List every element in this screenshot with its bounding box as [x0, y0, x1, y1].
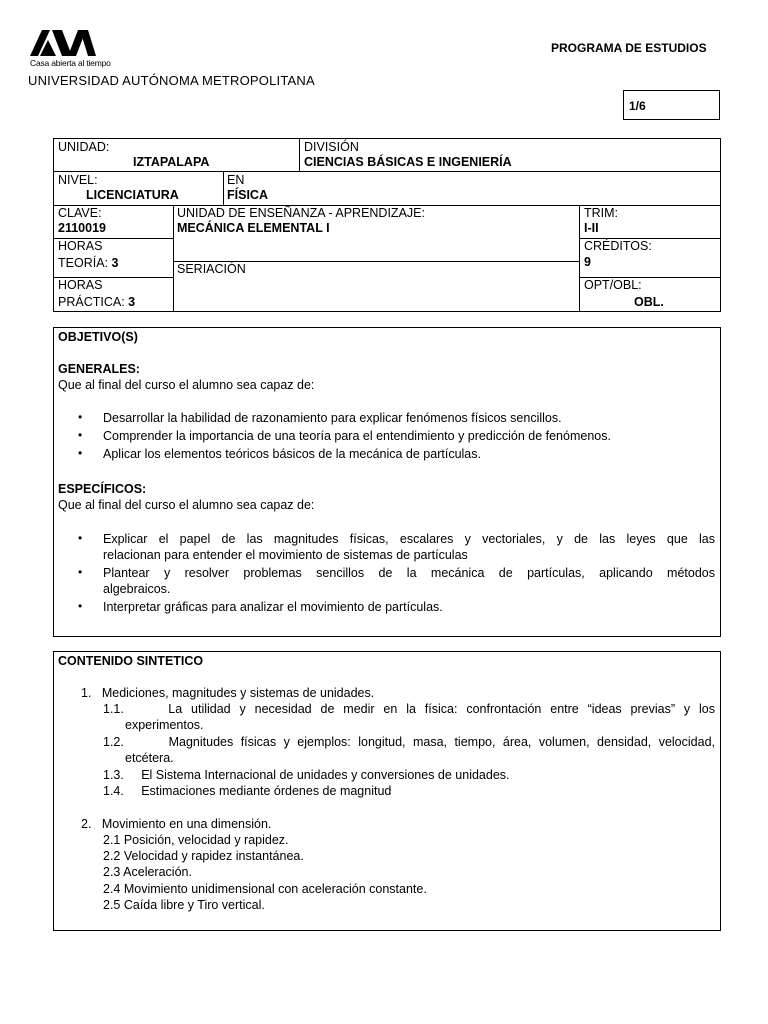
topic-2-item: 2.1 Posición, velocidad y rapidez. — [103, 833, 289, 847]
bullet-icon: • — [78, 428, 83, 442]
practica-label: PRÁCTICA: — [58, 295, 129, 309]
especificos-intro: Que al final del curso el alumno sea capaz de: — [58, 498, 315, 512]
clave-value: 2110019 — [58, 221, 106, 235]
especificos-item-cont: algebraicos. — [103, 582, 171, 596]
program-title: PROGRAMA DE ESTUDIOS — [551, 41, 707, 55]
creditos-label: CRÉDITOS: — [584, 239, 652, 253]
topic-1-3: 1.3. El Sistema Internacional de unidades y conversiones de unidades. — [103, 768, 510, 782]
teoria-value: 3 — [111, 256, 119, 270]
university-name: UNIVERSIDAD AUTÓNOMA METROPOLITANA — [28, 73, 315, 88]
especificos-title: ESPECÍFICOS: — [58, 482, 147, 496]
topic-1-1: 1.1. La utilidad y necesidad de medir en la física: confrontación entre “ideas previas” y los — [103, 702, 715, 716]
topic-1-2: 1.2. Magnitudes físicas y ejemplos: longitud, masa, tiempo, área, volumen, densidad, velocidad, — [103, 735, 715, 749]
uam-logo-icon — [28, 28, 98, 58]
en-value: FÍSICA — [227, 188, 268, 202]
teoria-label: TEORÍA: — [58, 256, 112, 270]
especificos-item: Plantear y resolver problemas sencillos de la mecánica de partículas, aplicando métodos — [103, 566, 715, 580]
horas-practica-label: HORAS — [58, 278, 103, 292]
course-info-table — [53, 138, 721, 312]
topic-1-1-cont: experimentos. — [125, 718, 204, 732]
objetivos-section — [53, 327, 721, 637]
topic-2-item: 2.3 Aceleración. — [103, 865, 192, 879]
trim-value: I-II — [584, 221, 599, 235]
bullet-icon: • — [78, 531, 83, 545]
division-label: DIVISIÓN — [304, 140, 359, 154]
trim-label: TRIM: — [584, 206, 619, 220]
bullet-icon: • — [78, 410, 83, 424]
uea-value: MECÁNICA ELEMENTAL I — [177, 221, 330, 235]
en-label: EN — [227, 173, 245, 187]
topic-1: 1. Mediciones, magnitudes y sistemas de unidades. — [81, 686, 375, 700]
bullet-icon: • — [78, 565, 83, 579]
clave-label: CLAVE: — [58, 206, 102, 220]
division-value: CIENCIAS BÁSICAS E INGENIERÍA — [304, 155, 512, 169]
topic-2-item: 2.5 Caída libre y Tiro vertical. — [103, 898, 265, 912]
contenido-title: CONTENIDO SINTETICO — [58, 654, 204, 668]
objetivos-title: OBJETIVO(S) — [58, 330, 138, 344]
topic-2-item: 2.4 Movimiento unidimensional con aceleración constante. — [103, 882, 427, 896]
topic-1-4: 1.4. Estimaciones mediante órdenes de magnitud — [103, 784, 392, 798]
topic-2-item: 2.2 Velocidad y rapidez instantánea. — [103, 849, 304, 863]
especificos-item: Interpretar gráficas para analizar el movimiento de partículas. — [103, 600, 443, 614]
especificos-item: Explicar el papel de las magnitudes físicas, escalares y vectoriales, y de las leyes que las — [103, 532, 715, 546]
creditos-value: 9 — [584, 255, 591, 269]
page-number: 1/6 — [629, 99, 646, 113]
unidad-label: UNIDAD: — [58, 140, 110, 154]
nivel-value: LICENCIATURA — [86, 188, 179, 202]
contenido-section — [53, 651, 721, 931]
nivel-label: NIVEL: — [58, 173, 98, 187]
topic-2: 2. Movimiento en una dimensión. — [81, 817, 272, 831]
page-number-box — [623, 90, 720, 120]
opt-label: OPT/OBL: — [584, 278, 642, 292]
bullet-icon: • — [78, 599, 83, 613]
horas-label: HORAS — [58, 239, 103, 253]
unidad-value: IZTAPALAPA — [133, 155, 210, 169]
logo-tagline: Casa abierta al tiempo — [30, 58, 111, 68]
especificos-item-cont: relacionan para entender el movimiento de sistemas de partículas — [103, 548, 468, 562]
generales-item: Desarrollar la habilidad de razonamiento para explicar fenómenos físicos sencillos. — [103, 411, 562, 425]
uea-label: UNIDAD DE ENSEÑANZA - APRENDIZAJE: — [177, 206, 425, 220]
generales-item: Aplicar los elementos teóricos básicos de la mecánica de partículas. — [103, 447, 481, 461]
generales-title: GENERALES: — [58, 362, 140, 376]
practica-line — [58, 295, 135, 310]
teoria-line — [58, 256, 118, 271]
bullet-icon: • — [78, 446, 83, 460]
generales-item: Comprender la importancia de una teoría para el entendimiento y predicción de fenómenos. — [103, 429, 611, 443]
opt-value: OBL. — [634, 295, 664, 309]
topic-1-2-cont: etcétera. — [125, 751, 174, 765]
generales-intro: Que al final del curso el alumno sea capaz de: — [58, 378, 315, 392]
seriacion-label: SERIACIÓN — [177, 262, 246, 276]
practica-value: 3 — [128, 295, 136, 309]
